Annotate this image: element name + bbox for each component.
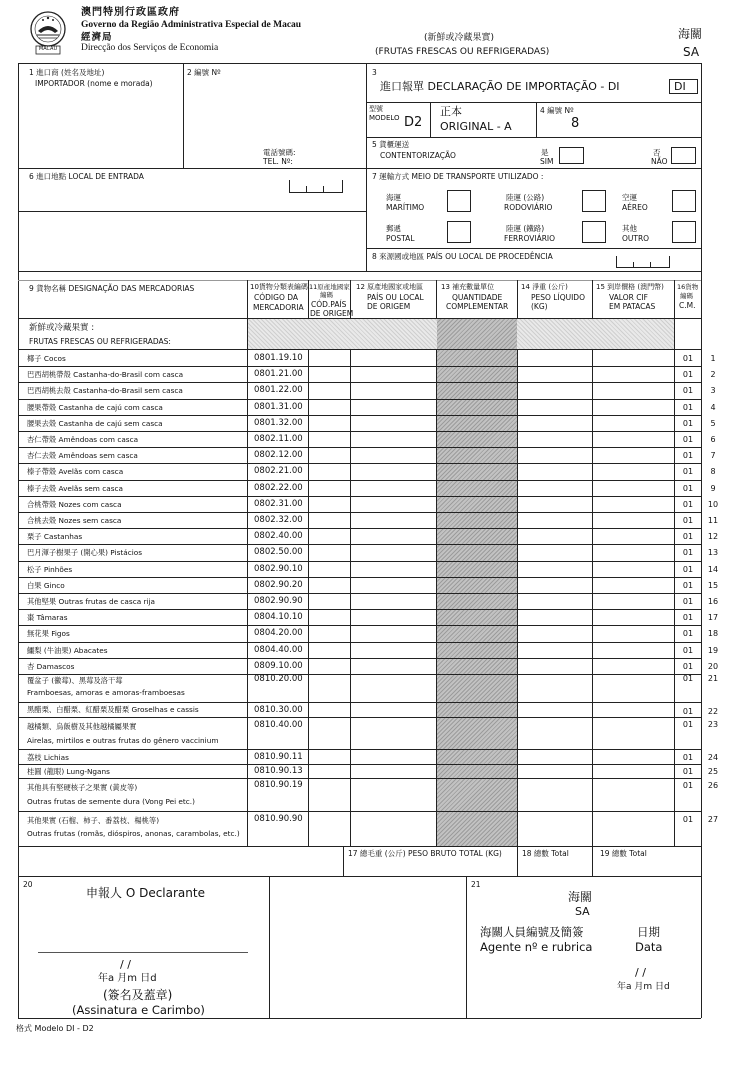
row-num: 18 [707, 629, 719, 639]
row-cm: 01 [682, 483, 694, 493]
row-code: 0802.12.00 [254, 450, 303, 461]
row-cm: 01 [682, 451, 694, 461]
total-18-label: 18 總數 Total [522, 849, 569, 858]
row-23-num: 23 [707, 720, 719, 729]
row-25-code: 0810.90.13 [254, 766, 303, 776]
col-12-header-c: DE ORIGEM [367, 302, 411, 311]
row-line [18, 544, 701, 545]
yes-pt: SIM [540, 157, 554, 166]
model-zh: 型號 [369, 105, 383, 113]
row-25-cm: 01 [682, 767, 694, 776]
divider-top-mid [366, 63, 367, 271]
container-no-checkbox[interactable] [671, 147, 696, 164]
row-desc: 杏 Damascos [27, 661, 75, 671]
transport-road-pt: RODOVIÁRIO [504, 203, 553, 212]
field-1-label-pt: IMPORTADOR (nome e morada) [35, 79, 153, 88]
row-code: 0801.22.00 [254, 385, 303, 396]
row-desc: 巴西胡桃去殼 Castanha-do-Brasil sem casca [27, 386, 183, 396]
row-num: 12 [707, 532, 719, 542]
transport-other-checkbox[interactable] [672, 221, 696, 243]
row-27-desc-pt: Outras frutas (romãs, dióspiros, anonas, carambolas, etc.) [27, 829, 240, 838]
col-15-header-c: EM PATACAS [609, 302, 656, 311]
transport-other-pt: OUTRO [622, 234, 650, 243]
row-code: 0801.19.10 [254, 353, 303, 363]
total-19-label: 19 總數 Total [600, 849, 647, 858]
col-11-header-d: DE ORIGEM [310, 309, 354, 318]
col-line-16 [674, 280, 675, 846]
col-line-11 [308, 280, 309, 846]
customs-date-label: 年a 月m 日d [617, 982, 670, 992]
row-27-desc-zh: 其他果實 (石榴、柿子、番荔枝、楊桃等) [27, 816, 160, 825]
row-desc: 巴西胡桃帶殼 Castanha-do-Brasil com casca [27, 370, 184, 380]
field-6-label: 6 進口地點 LOCAL DE ENTRADA [29, 172, 144, 181]
row-desc: 巴月渾子樹果子 (開心果) Pistácios [27, 548, 143, 558]
origin-tick-1 [633, 262, 634, 267]
row-num: 6 [710, 435, 716, 444]
subtitle-zh: (新鮮或冷藏果實) [424, 33, 495, 43]
row-cm: 01 [682, 548, 694, 558]
row-code: 0801.31.00 [254, 401, 303, 412]
row-line [18, 642, 701, 643]
row-line [18, 463, 701, 464]
row-line [18, 512, 701, 513]
row-24-num: 24 [707, 753, 719, 762]
row-code: 0804.10.10 [254, 612, 303, 623]
row-desc: 椰子 Cocos [27, 354, 66, 363]
row-code: 0802.32.00 [254, 515, 303, 525]
transport-air-checkbox[interactable] [672, 190, 696, 212]
row-cm: 01 [682, 629, 694, 639]
transport-road-checkbox[interactable] [582, 190, 606, 212]
declarant-num: 20 [23, 880, 33, 889]
col-line-10 [247, 280, 248, 846]
col-10-header-b: CÓDIGO DA [254, 293, 299, 302]
field-3-num: 3 [372, 68, 377, 77]
col-14-header-a: 14 淨重 (公斤) [521, 283, 568, 291]
row-desc: 栗子 Castanhas [27, 532, 83, 542]
col-line-12 [350, 280, 351, 846]
row-num: 10 [707, 499, 719, 509]
row-num: 5 [710, 418, 716, 428]
row-desc: 白果 Ginco [27, 580, 65, 590]
macau-emblem-icon [22, 9, 74, 55]
frame-left [18, 63, 19, 1018]
customs-date-pt: Data [635, 940, 663, 954]
transport-postal-pt: POSTAL [386, 234, 415, 243]
declarant-divider [269, 876, 270, 1018]
row-24-cm: 01 [682, 753, 694, 762]
row-23-desc-zh: 越橘類、烏飯樹及其他越橘屬果實 [27, 722, 137, 731]
row-desc: 榛子帶殼 Avelãs com casca [27, 467, 124, 477]
row-cm: 01 [682, 435, 694, 444]
divider-model-v2 [536, 102, 537, 137]
customs-date-slashes: / / [635, 966, 646, 979]
row-line [18, 528, 701, 529]
row-27-cm: 01 [682, 815, 694, 824]
gross-weight-label: 17 總毛重 (公斤) PESO BRUTO TOTAL (KG) [348, 849, 502, 858]
row-26-code: 0810.90.19 [254, 780, 303, 790]
col-14-header-b: PESO LÍQUIDO [531, 293, 585, 302]
row-line [18, 674, 701, 675]
gov-name-pt: Governo da Região Administrativa Especial de Macau [81, 20, 302, 30]
row-desc: 杏仁去殼 Amêndoas sem casca [27, 451, 138, 461]
row-num: 4 [710, 402, 716, 412]
row-num: 2 [710, 370, 716, 380]
yes-zh: 是 [541, 148, 549, 157]
transport-rail-checkbox[interactable] [582, 221, 606, 243]
row-line [18, 366, 701, 367]
row-num: 17 [707, 613, 719, 623]
row-line [18, 496, 701, 497]
row-desc: 其他堅果 Outras frutas de casca rija [27, 597, 156, 606]
tel-label-pt: TEL. Nº: [263, 157, 293, 166]
entry-tick-2 [323, 186, 324, 192]
row-code: 0802.21.00 [254, 466, 303, 477]
row-num: 16 [707, 597, 719, 606]
row-27-code: 0810.90.90 [254, 814, 303, 824]
col-11-header-b: 編碼 [320, 291, 333, 299]
row-cm: 01 [682, 354, 694, 363]
container-yes-checkbox[interactable] [559, 147, 584, 164]
frame-bottom [18, 1018, 701, 1019]
row-code: 0802.22.00 [254, 482, 303, 493]
col-11-header-a: 11原產地國家 [309, 283, 350, 291]
row-line [18, 609, 701, 610]
row-22-cm: 01 [682, 707, 694, 716]
row-line [18, 577, 701, 578]
divider-8 [366, 248, 701, 249]
declarant-date-label: 年a 月m 日d [98, 973, 157, 984]
entry-tick-1 [306, 186, 307, 192]
row-21-desc-zh: 覆盆子 (黴莓)、黑莓及洛干莓 [27, 676, 123, 685]
divider-6-7 [18, 168, 701, 169]
row-27-num: 27 [707, 815, 719, 824]
row-cm: 01 [682, 516, 694, 525]
row-code: 0802.31.00 [254, 498, 303, 509]
customs-title-pt: SA [575, 905, 590, 918]
row-cm: 01 [682, 597, 694, 606]
row-line [18, 399, 701, 400]
row-code: 0802.11.00 [254, 434, 303, 444]
customs-date-zh: 日期 [637, 925, 660, 939]
row-desc: 杏仁帶殼 Amêndoas com casca [27, 435, 139, 444]
customs-agent-zh: 海關人員編號及簡簽 [480, 925, 584, 939]
col-13-header-b: QUANTIDADE [452, 293, 503, 302]
col-9-header: 9 貨物名稱 DESIGNAÇÃO DAS MERCADORIAS [29, 284, 195, 293]
row-line [18, 431, 701, 432]
row-line [18, 415, 701, 416]
row-22-desc: 黑醋栗、白醋栗、紅醋栗及醋栗 Groselhas e cassis [27, 705, 199, 714]
col-10-header-c: MERCADORIA [253, 303, 304, 312]
transport-air-pt: AÉREO [622, 203, 648, 212]
row-code: 0802.90.90 [254, 596, 303, 606]
group-title-pt: FRUTAS FRESCAS OU REFRIGERADAS: [29, 337, 171, 346]
row-desc: 棗 Tâmaras [27, 613, 68, 623]
original-zh: 正本 [440, 105, 462, 118]
group-title-zh: 新鮮或冷藏果實 : [29, 323, 95, 333]
row-code: 0802.40.00 [254, 531, 303, 542]
declarant-sign-zh: (簽名及蓋章) [103, 988, 173, 1002]
row-23-desc-pt: Airelas, mirtilos e outras frutas do gênero vaccinium [27, 736, 219, 745]
row-line [18, 658, 701, 659]
transport-road-zh: 陸運 (公路) [506, 193, 545, 202]
transport-maritime-pt: MARÍTIMO [386, 203, 425, 212]
field-7-label: 7 運輸方式 MEIO DE TRANSPORTE UTILIZADO : [372, 172, 544, 181]
no-pt: NÃO [651, 157, 668, 166]
row-cm: 01 [682, 418, 694, 428]
row-26-cm: 01 [682, 781, 694, 790]
customs-label-pt: SA [683, 45, 700, 59]
row-26-desc-pt: Outras frutas de semente dura (Vong Pei etc.) [27, 797, 195, 806]
col-12-header-b: PAÍS OU LOCAL [367, 293, 424, 302]
totals-bottom [18, 876, 701, 877]
row-desc: 無花果 Figos [27, 629, 70, 639]
row-22-line [18, 717, 701, 718]
col-11-header-c: CÓD.PAÍS [311, 300, 347, 309]
transport-postal-checkbox[interactable] [447, 221, 471, 243]
row-line [18, 625, 701, 626]
form-title: 進口報單 DECLARAÇÃO DE IMPORTAÇÃO - DI [380, 80, 620, 93]
row-code: 0804.20.00 [254, 628, 303, 639]
col-10-header-a: 10貨物分類表編碼 [250, 283, 308, 291]
row-24-line [18, 764, 701, 765]
row-21-desc-pt: Framboesas, amoras e amoras-framboesas [27, 688, 185, 697]
row-cm: 01 [682, 564, 694, 574]
transport-rail-pt: FERROVIÁRIO [504, 234, 556, 243]
row-desc: 合桃去殼 Nozes sem casca [27, 516, 122, 525]
customs-agent-pt: Agente nº e rubrica [480, 940, 593, 954]
declarant-sign-line [38, 952, 248, 953]
col-line-15 [592, 280, 593, 876]
row-num: 14 [707, 564, 719, 574]
customs-divider [466, 876, 467, 1018]
row-cm: 01 [682, 402, 694, 412]
transport-other-zh: 其他 [622, 224, 637, 233]
col-16-header-b: 編碼 [680, 292, 693, 300]
row-cm: 01 [682, 613, 694, 623]
tel-label-zh: 電話號碼: [263, 148, 296, 157]
row-num: 7 [710, 451, 716, 461]
row-23-code: 0810.40.00 [254, 720, 303, 730]
divider-1-2 [183, 63, 184, 168]
row-num: 9 [710, 483, 716, 493]
table-top-inner [18, 280, 701, 281]
row-26-line [18, 811, 701, 812]
row-22-num: 22 [707, 707, 719, 716]
declarant-title: 申報人 O Declarante [86, 886, 205, 900]
row-cm: 01 [682, 370, 694, 380]
row-27-line [18, 846, 701, 847]
entry-code-boxes[interactable] [289, 180, 343, 193]
frame-right [701, 63, 702, 1018]
row-25-line [18, 778, 701, 779]
col-16-header-c: C.M. [679, 301, 696, 310]
row-code: 0804.40.00 [254, 644, 303, 655]
field-4-label: 4 編號 Nº [540, 106, 574, 115]
col-13-header-a: 13 補充數量單位 [441, 283, 495, 291]
col-13-header-c: COMPLEMENTAR [446, 302, 509, 311]
row-num: 13 [707, 548, 719, 558]
row-line [18, 480, 701, 481]
totals-divider [343, 846, 344, 876]
dept-name-zh: 經濟局 [81, 32, 113, 43]
row-cm: 01 [682, 499, 694, 509]
row-num: 19 [707, 645, 719, 655]
row-23-cm: 01 [682, 720, 694, 729]
row-desc: 腰果帶殼 Castanha de cajú com casca [27, 402, 163, 412]
row-num: 8 [710, 467, 716, 477]
row-21-cm: 01 [682, 674, 694, 683]
no-zh: 否 [653, 148, 661, 157]
field-5-label-pt: CONTENTORIZAÇÃO [380, 151, 456, 160]
row-21-line [18, 702, 701, 703]
col-16-header-a: 16貨物 [677, 283, 699, 291]
row-cm: 01 [682, 532, 694, 542]
row-26-desc-zh: 其他具有堅硬核子之果實 (黃皮等) [27, 783, 138, 792]
row-cm: 01 [682, 645, 694, 655]
row-num: 3 [710, 386, 716, 396]
row-25-desc: 桂圓 (龍眼) Lung-Ngans [27, 767, 110, 776]
declarant-date-slashes: / / [120, 958, 131, 971]
divider-5 [366, 137, 701, 138]
row-cm: 01 [682, 467, 694, 477]
transport-postal-zh: 郵遞 [386, 224, 401, 233]
row-desc: 榛子去殼 Avelãs sem casca [27, 483, 123, 493]
transport-maritime-checkbox[interactable] [447, 190, 471, 212]
field-2-label: 2 編號 Nº [187, 68, 221, 77]
transport-rail-zh: 陸運 (鐵路) [506, 224, 545, 233]
col-12-header-a: 12 原產地國家或地區 [356, 283, 424, 291]
row-25-num: 25 [707, 767, 719, 776]
row-cm: 01 [682, 661, 694, 671]
gov-name-zh: 澳門特別行政區政府 [81, 7, 180, 18]
row-code: 0802.50.00 [254, 547, 303, 558]
origin-tick-2 [650, 262, 651, 267]
row-code: 0801.32.00 [254, 417, 303, 428]
row-desc: 松子 Pinhões [27, 564, 73, 574]
divider-model [366, 102, 701, 103]
row-24-desc: 荔枝 Lichias [27, 753, 69, 762]
declarant-sign-pt: (Assinatura e Carimbo) [72, 1003, 205, 1017]
row-23-line [18, 749, 701, 750]
row-line [18, 561, 701, 562]
row-num: 11 [707, 516, 719, 525]
row-line [18, 593, 701, 594]
field-4-value: 8 [571, 116, 580, 131]
row-22-code: 0810.30.00 [254, 705, 303, 715]
col-15-header-b: VALOR CIF [609, 293, 648, 302]
col-15-header-a: 15 到岸價格 (澳門幣) [596, 283, 664, 291]
transport-maritime-zh: 海運 [386, 193, 401, 202]
logo-text: MACAU [38, 46, 58, 52]
row-num: 20 [707, 661, 719, 671]
row-21-code: 0810.20.00 [254, 674, 303, 684]
col-line-14 [517, 280, 518, 876]
row-desc: 合桃帶殼 Nozes com casca [27, 499, 122, 509]
row-num: 1 [710, 354, 716, 363]
subtitle-pt: (FRUTAS FRESCAS OU REFRIGERADAS) [375, 47, 550, 57]
original-pt: ORIGINAL - A [440, 120, 512, 133]
field-8-label: 8 來源國或地區 PAÍS OU LOCAL DE PROCEDÊNCIA [372, 252, 553, 261]
transport-air-zh: 空運 [622, 193, 637, 202]
table-top [18, 271, 701, 272]
form-model-footer: 格式 Modelo DI - D2 [16, 1024, 94, 1033]
row-line [18, 382, 701, 383]
row-code: 0809.10.00 [254, 660, 303, 671]
form-type: DI [674, 80, 686, 93]
row-cm: 01 [682, 386, 694, 396]
row-24-code: 0810.90.11 [254, 752, 303, 762]
group-bottom-line [18, 349, 701, 350]
row-code: 0802.90.10 [254, 563, 303, 574]
row-desc: 腰果去殼 Castanha de cajú sem casca [27, 418, 163, 428]
customs-label-zh: 海關 [678, 27, 703, 41]
row-num: 15 [707, 580, 719, 590]
field-5-label: 5 貨櫃運送 [372, 140, 410, 149]
row-code: 0802.90.20 [254, 579, 303, 590]
frame-top [18, 63, 701, 64]
dept-name-pt: Direcção dos Serviços de Economia [81, 43, 219, 53]
divider-6-inner [18, 211, 366, 212]
row-desc: 鱷梨 (牛油果) Abacates [27, 645, 108, 655]
col-14-header-c: (KG) [531, 302, 548, 311]
origin-code-boxes[interactable] [616, 256, 670, 268]
field-1-label: 1 進口商 (姓名及地址) [29, 68, 105, 77]
customs-num: 21 [471, 880, 481, 889]
row-cm: 01 [682, 580, 694, 590]
row-26-num: 26 [707, 781, 719, 790]
row-21-num: 21 [707, 674, 719, 683]
model-value: D2 [404, 115, 423, 130]
customs-title-zh: 海關 [568, 890, 593, 904]
row-code: 0801.21.00 [254, 369, 303, 380]
divider-model-v1 [430, 102, 431, 137]
model-pt: MODELO [369, 114, 400, 122]
row-line [18, 447, 701, 448]
